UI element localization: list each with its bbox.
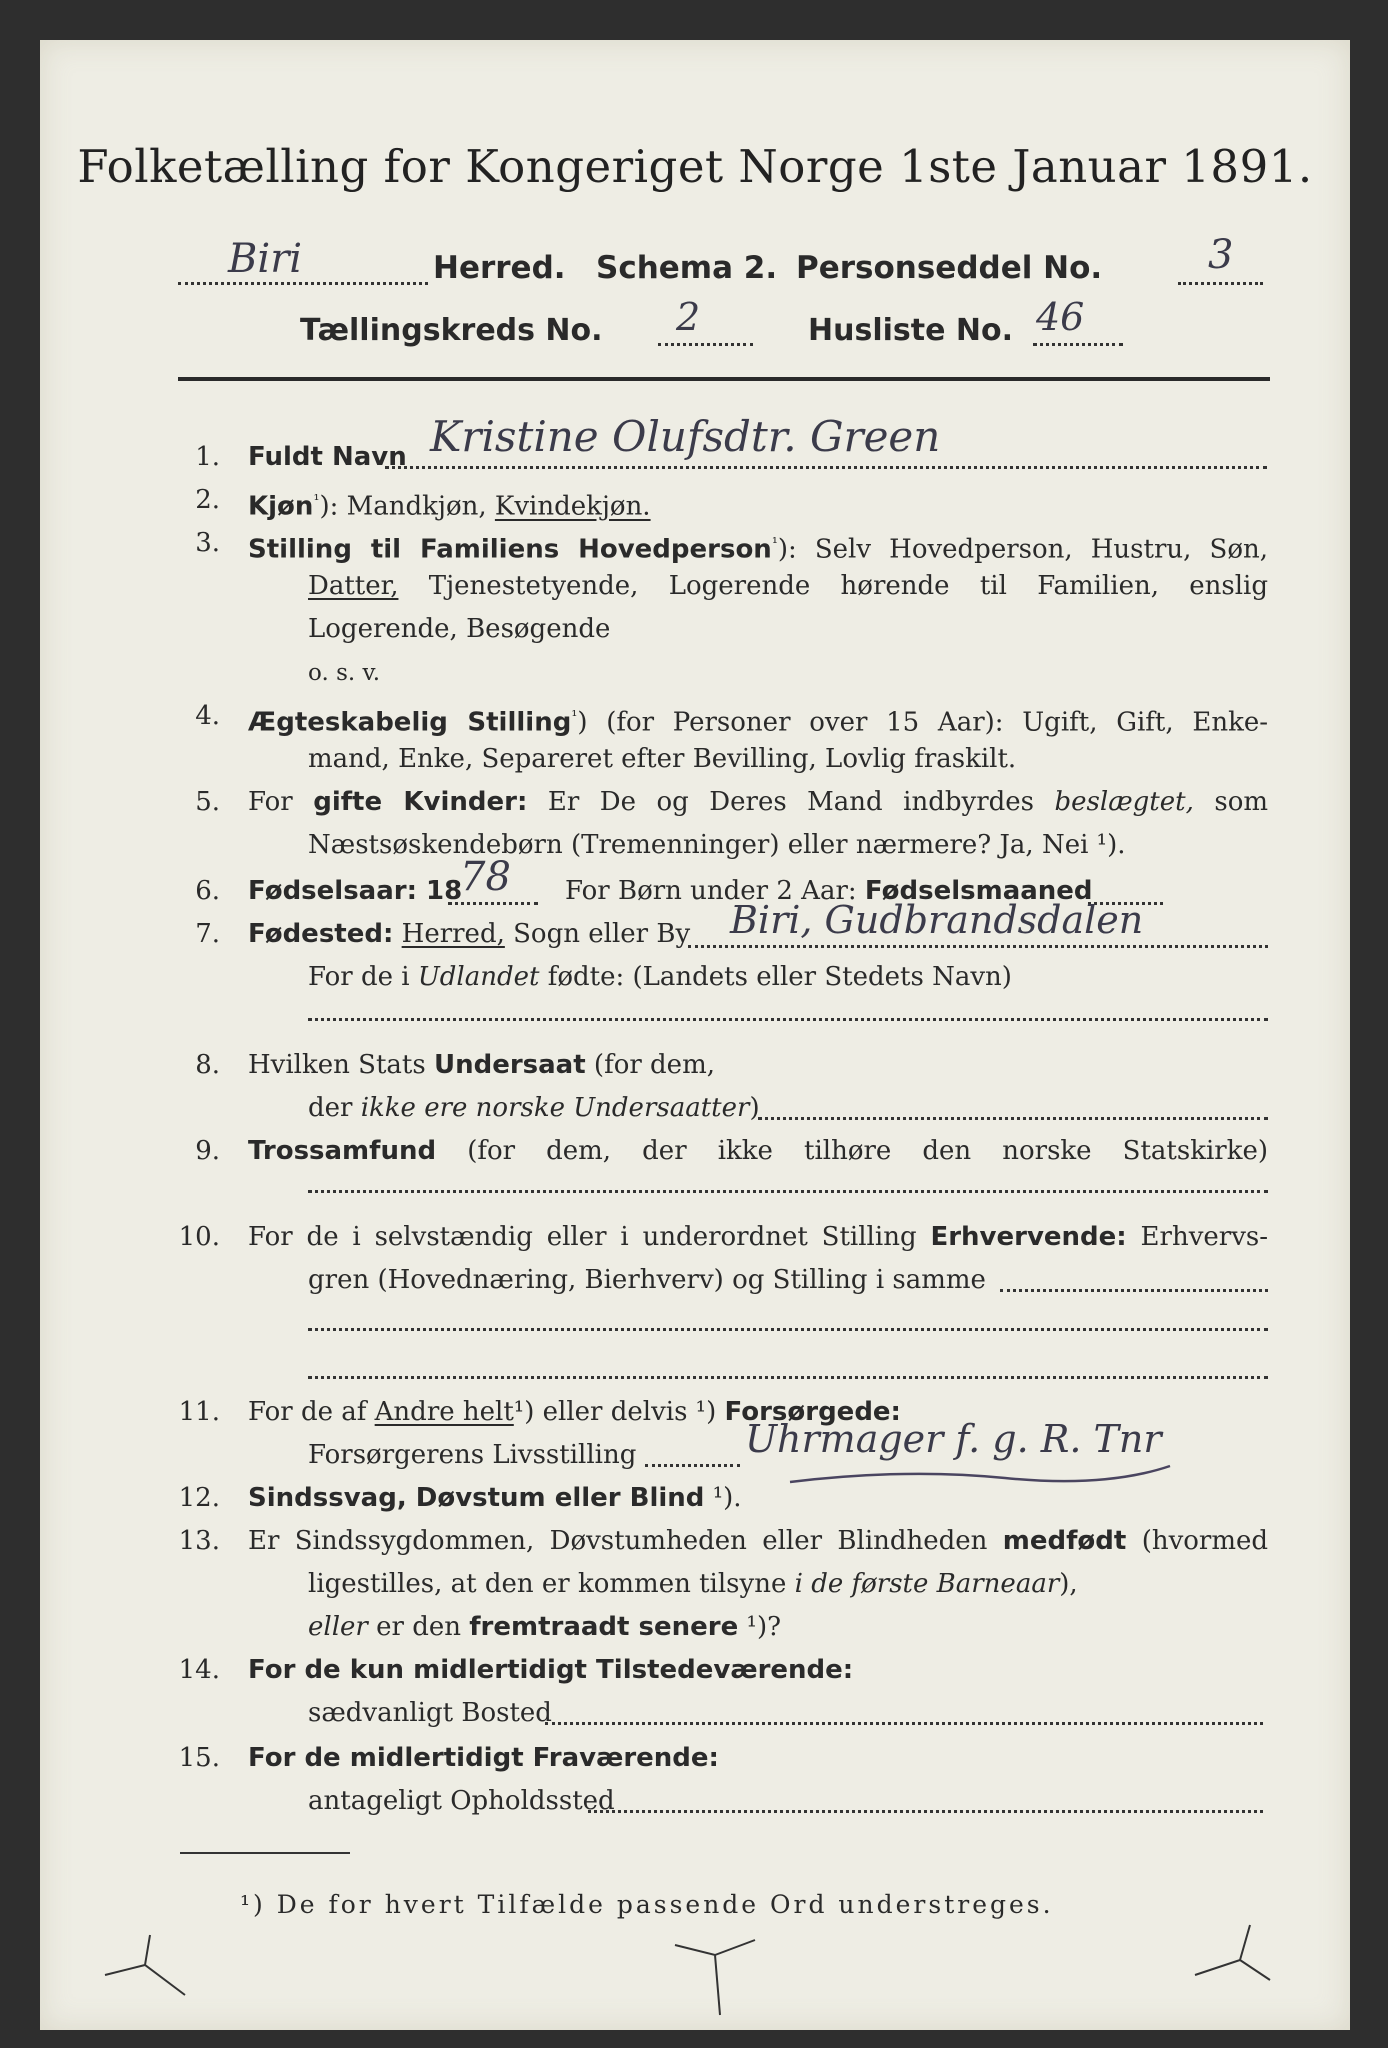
personseddel-value: 3 (1208, 232, 1234, 278)
question-text: eller (308, 1612, 368, 1642)
question-text: ¹) eller delvis ¹) (513, 1397, 717, 1427)
full-name-value: Kristine Olufsdtr. Green (430, 412, 941, 461)
answer-line (645, 1464, 740, 1467)
question-text: Erhvervs- (1140, 1222, 1269, 1252)
question-text: som (1214, 787, 1269, 817)
question-text: Sogn eller By (513, 919, 691, 949)
question-number: 2. (195, 485, 220, 515)
question-text: gren (Hovednæring, Bierhverv) og Stilling i samme (308, 1265, 986, 1295)
personseddel-label: Personseddel No. (796, 250, 1103, 286)
provider-occupation-value: Uhrmager f. g. R. Tnr (745, 1417, 1162, 1461)
question-label: Forsørgede: (724, 1397, 901, 1427)
footnote-ref: ¹ (771, 534, 778, 552)
question-text: Forsørgerens Livsstilling (308, 1440, 637, 1470)
question-text: antageligt Opholdssted (308, 1786, 615, 1816)
question-text: (for dem, (593, 1050, 715, 1080)
clip-mark (670, 1930, 760, 2020)
question-number: 5. (195, 787, 220, 817)
question-text: Udlandet (417, 962, 540, 992)
answer-line (308, 1328, 1268, 1331)
answer-line (308, 1190, 1268, 1193)
question-number: 6. (195, 876, 220, 906)
selected-option: Datter, (308, 571, 399, 601)
question-text: mand, Enke, Separeret efter Bevilling, Lovlig fraskilt. (308, 744, 1017, 774)
question-text: Er Sindssygdommen, Døvstumheden eller Blindheden (248, 1526, 988, 1556)
clip-mark (100, 1925, 190, 2005)
question-label: For de kun midlertidigt Tilstedeværende: (248, 1655, 854, 1685)
question-number: 14. (178, 1655, 220, 1685)
footnote-rule (180, 1852, 350, 1854)
question-text: Næstsøskendebørn (Tremenninger) eller nærmere? Ja, Nei ¹). (308, 830, 1126, 860)
question-text: ): Selv Hovedperson, Hustru, Søn, (777, 534, 1268, 565)
birth-year-value: 78 (460, 854, 511, 900)
question-text: ¹)? (746, 1612, 782, 1642)
dotted-line (178, 282, 428, 285)
question-text: Hvilken Stats (248, 1050, 426, 1080)
question-number: 8. (195, 1050, 220, 1080)
question-label: Trossamfund (248, 1136, 437, 1166)
question-number: 11. (178, 1397, 220, 1427)
question-text: beslægtet, (1054, 787, 1194, 817)
question-text: ): Mandkjøn, (319, 491, 487, 522)
dotted-line (1178, 282, 1263, 285)
footnote-ref: ¹ (571, 707, 578, 725)
dotted-line (1033, 343, 1123, 346)
answer-line (545, 1722, 1263, 1725)
question-label: Erhvervende: (930, 1222, 1127, 1252)
clip-mark (1190, 1915, 1280, 1995)
taellingskreds-label: Tællingskreds No. (300, 313, 603, 348)
question-text: For de i selvstændig eller i underordnet Stilling (248, 1222, 917, 1252)
footnote: ¹) De for hvert Tilfælde passende Ord understreges. (240, 1890, 1054, 1919)
question-text: For de i (308, 962, 410, 992)
question-label: Kjøn (248, 491, 314, 522)
question-text: (hvormed (1141, 1526, 1269, 1556)
answer-line (758, 1117, 1268, 1120)
question-text: ligestilles, at den er kommen tilsyne (308, 1569, 787, 1599)
question-number: 9. (195, 1136, 220, 1166)
question-text: ) (749, 1093, 760, 1123)
question-number: 7. (195, 919, 220, 949)
handwritten-underline (785, 1460, 1175, 1490)
question-number: 12. (178, 1483, 220, 1513)
census-form (40, 40, 1350, 2030)
question-label: Fødselsmaaned (864, 876, 1093, 906)
question-label: Fødselsaar: 18 (248, 876, 463, 906)
question-text: i de første Barneaar (794, 1569, 1060, 1599)
question-text: fødte: (Landets eller Stedets Navn) (547, 962, 1012, 992)
header-row-herred (178, 232, 1268, 290)
herred-label: Herred. (433, 250, 566, 286)
husliste-value: 46 (1036, 295, 1085, 339)
question-text: ¹). (712, 1483, 742, 1513)
birthplace-value: Biri, Gudbrandsdalen (730, 898, 1144, 942)
answer-line (448, 902, 538, 905)
question-label: Undersaat (433, 1050, 586, 1080)
taellingskreds-value: 2 (676, 295, 701, 339)
answer-line (688, 945, 1268, 948)
selected-option: Kvindekjøn. (494, 491, 651, 522)
answer-line (1000, 1289, 1268, 1292)
husliste-label: Husliste No. (808, 313, 1013, 348)
question-text: ) (for Personer over 15 Aar): Ugift, Gift, Enke- (577, 707, 1269, 738)
form-title: Folketælling for Kongeriget Norge 1ste Januar 1891. (77, 140, 1313, 193)
selected-option: Andre helt (374, 1397, 514, 1427)
question-number: 1. (195, 442, 220, 472)
question-label: Sindssvag, Døvstum eller Blind (248, 1483, 705, 1513)
question-label: Stilling til Familiens Hovedperson (248, 534, 772, 565)
question-text: For (248, 787, 293, 817)
question-number: 4. (195, 701, 220, 731)
question-text: er den (376, 1612, 461, 1642)
question-number: 3. (195, 528, 220, 558)
question-number: 13. (178, 1526, 220, 1556)
selected-option: Herred, (401, 919, 505, 949)
dotted-line (658, 343, 753, 346)
footnote-ref: ¹ (313, 491, 320, 509)
header-row-kreds (178, 295, 1268, 355)
question-number: 10. (178, 1222, 220, 1252)
question-label: gifte Kvinder: (313, 787, 528, 817)
herred-value: Biri (228, 236, 303, 282)
answer-line (588, 1810, 1263, 1813)
schema-label: Schema 2. (596, 250, 778, 286)
question-label: Fuldt Navn (248, 442, 407, 472)
question-text: ikke ere norske Undersaatter (360, 1093, 750, 1123)
answer-line (308, 1376, 1268, 1379)
answer-line (308, 1018, 1268, 1021)
question-text: ), (1059, 1569, 1078, 1599)
question-text: o. s. v. (308, 660, 381, 686)
header-rule (178, 377, 1270, 381)
question-text: For Børn under 2 Aar: (565, 876, 857, 906)
question-text: (for dem, der ikke tilhøre den norske Statskirke) (467, 1136, 1268, 1166)
question-number: 15. (178, 1743, 220, 1773)
question-label: fremtraadt senere (469, 1612, 739, 1642)
answer-line (385, 466, 1267, 469)
question-label: medfødt (1002, 1526, 1127, 1556)
question-text: sædvanligt Bosted (308, 1698, 552, 1728)
question-text: Tjenestetyende, Logerende hørende til Familien, enslig (428, 571, 1268, 601)
question-text: der (308, 1093, 353, 1123)
question-label: Ægteskabelig Stilling (248, 707, 572, 738)
question-text: Er De og Deres Mand indbyrdes (547, 787, 1035, 817)
question-text: Logerende, Besøgende (308, 614, 611, 644)
question-label: Fødested: (248, 919, 394, 949)
question-text: For de af (248, 1397, 367, 1427)
question-label: For de midlertidigt Fraværende: (248, 1743, 719, 1773)
